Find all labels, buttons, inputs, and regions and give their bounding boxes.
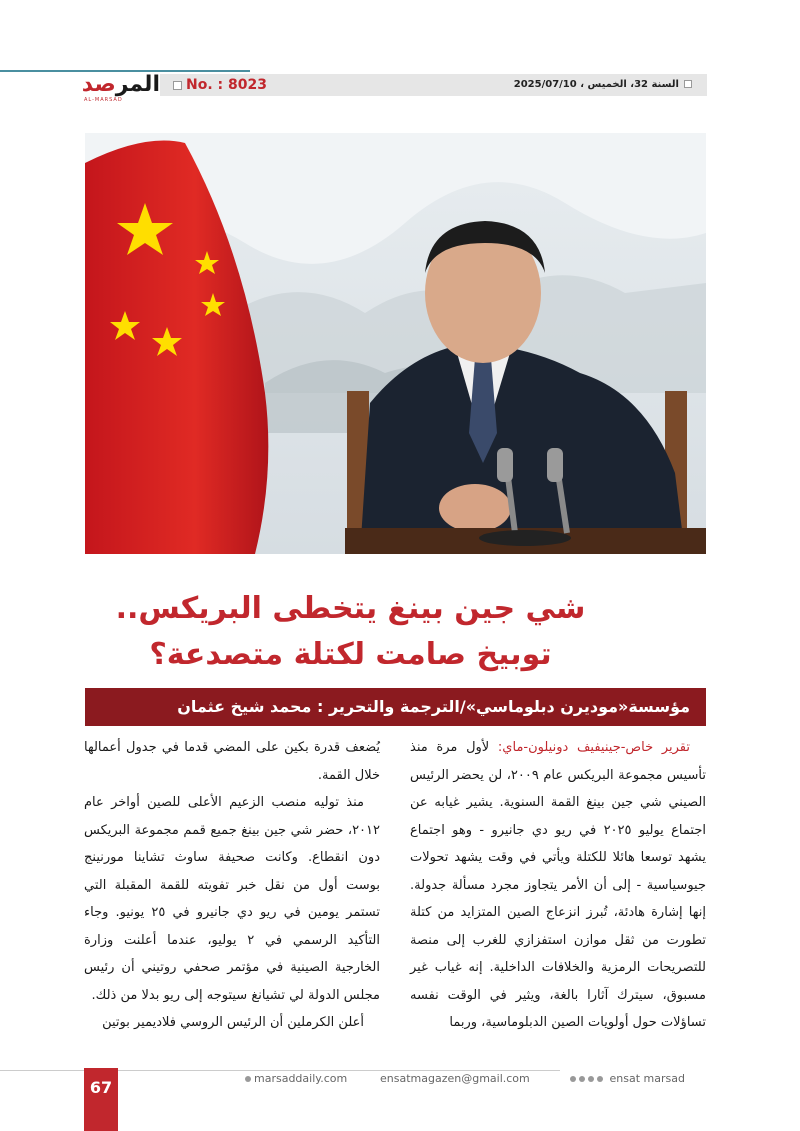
footer-email[interactable]: [380, 1072, 530, 1085]
article-column-left: [84, 734, 380, 1037]
byline-band: [85, 688, 706, 726]
paragraph: [410, 734, 706, 1037]
article-headline: [85, 586, 706, 678]
report-lead: تقرير خاص-جينيفيف دونيلون-ماي:: [497, 740, 690, 755]
article-photo: [85, 133, 706, 554]
issue-number-text: No. : 8023: [186, 77, 267, 93]
page-number: 67: [89, 1078, 113, 1097]
logo-part2: صد: [81, 72, 116, 97]
logo-arabic: [81, 72, 160, 97]
article-column-right: [410, 734, 706, 1037]
twitter-icon: [579, 1076, 585, 1082]
globe-icon: [245, 1076, 251, 1082]
website-text: marsaddaily.com: [254, 1072, 348, 1085]
headline-line-2: توبيخ صامت لكتلة متصدعة؟: [149, 637, 552, 672]
social-handle: ensat marsad: [609, 1072, 685, 1085]
youtube-icon: [597, 1076, 603, 1082]
email-text: ensatmagazen@gmail.com: [380, 1072, 530, 1085]
headline-line-1: شي جين بينغ يتخطى البريكس..: [115, 591, 586, 626]
footer-social[interactable]: [570, 1072, 685, 1085]
square-bullet-icon: [684, 80, 692, 88]
footer-website[interactable]: [245, 1072, 347, 1085]
photo-illustration: [85, 133, 706, 554]
logo-latin: AL-MARSAD: [84, 97, 123, 103]
publication-logo: [81, 72, 160, 104]
paragraph: أعلن الكرملين أن الرئيس الروسي فلاديمير بوتين: [102, 1015, 364, 1030]
instagram-icon: [588, 1076, 594, 1082]
paragraph: يُضعف قدرة بكين على المضي قدما في جدول أعمالها خلال القمة.: [84, 740, 380, 783]
report-body: لأول مرة منذ تأسيس مجموعة البريكس عام ٢٠٠٩، لن يحضر الرئيس الصيني شي جين بينغ القمة السنوية. يشير غيابه عن اجتماع يوليو ٢٠٢٥ في ريو دي جانيرو - وهو اجتماع يشهد توسعا هائلا للكتلة ويأتي في وقت يشهد تحولات جيوسياسية - إلى أن الأمر يتجاوز مجرد مسألة جدولة. إنها إشارة هادئة، تُبرز انزعاج الصين المتزايد من كتلة تطورت من ثقل موازن استفزازي للغرب إلى منصة للتصريحات الرمزية والخلافات الداخلية. إنه غياب غير مسبوق، سيترك آثارا بالغة، ويثير في الوقت نفسه تساؤلات حول أولويات الصين الدبلوماسية، وربما: [410, 740, 706, 1030]
byline-text: مؤسسة«موديرن دبلوماسي»/الترجمة والتحرير : محمد شيخ عثمان: [177, 697, 690, 716]
paragraph: منذ توليه منصب الزعيم الأعلى للصين أواخر عام ٢٠١٢، حضر شي جين بينغ جميع قمم مجموعة البريكس دون انقطاع. وكانت صحيفة ساوث تشاينا مورنينج بوست أول من نقل خبر تفويته للقمة المقبلة التي تستمر يومين في ريو دي جانيرو في ٢٥ يونيو. وجاء التأكيد الرسمي في ٢ يوليو، عندما أعلنت وزارة الخارجية الصينية في مؤتمر صحفي روتيني أن رئيس مجلس الدولة لي تشيانغ سيتوجه إلى ريو بدلا من ذلك.: [84, 795, 380, 1003]
dateline-text: السنة 32، الخميس ، 2025/07/10: [513, 79, 679, 90]
issue-number: [173, 75, 267, 95]
square-bullet-icon: [173, 81, 182, 90]
facebook-icon: [570, 1076, 576, 1082]
dateline: [514, 75, 692, 95]
logo-part1: المر: [115, 72, 160, 97]
